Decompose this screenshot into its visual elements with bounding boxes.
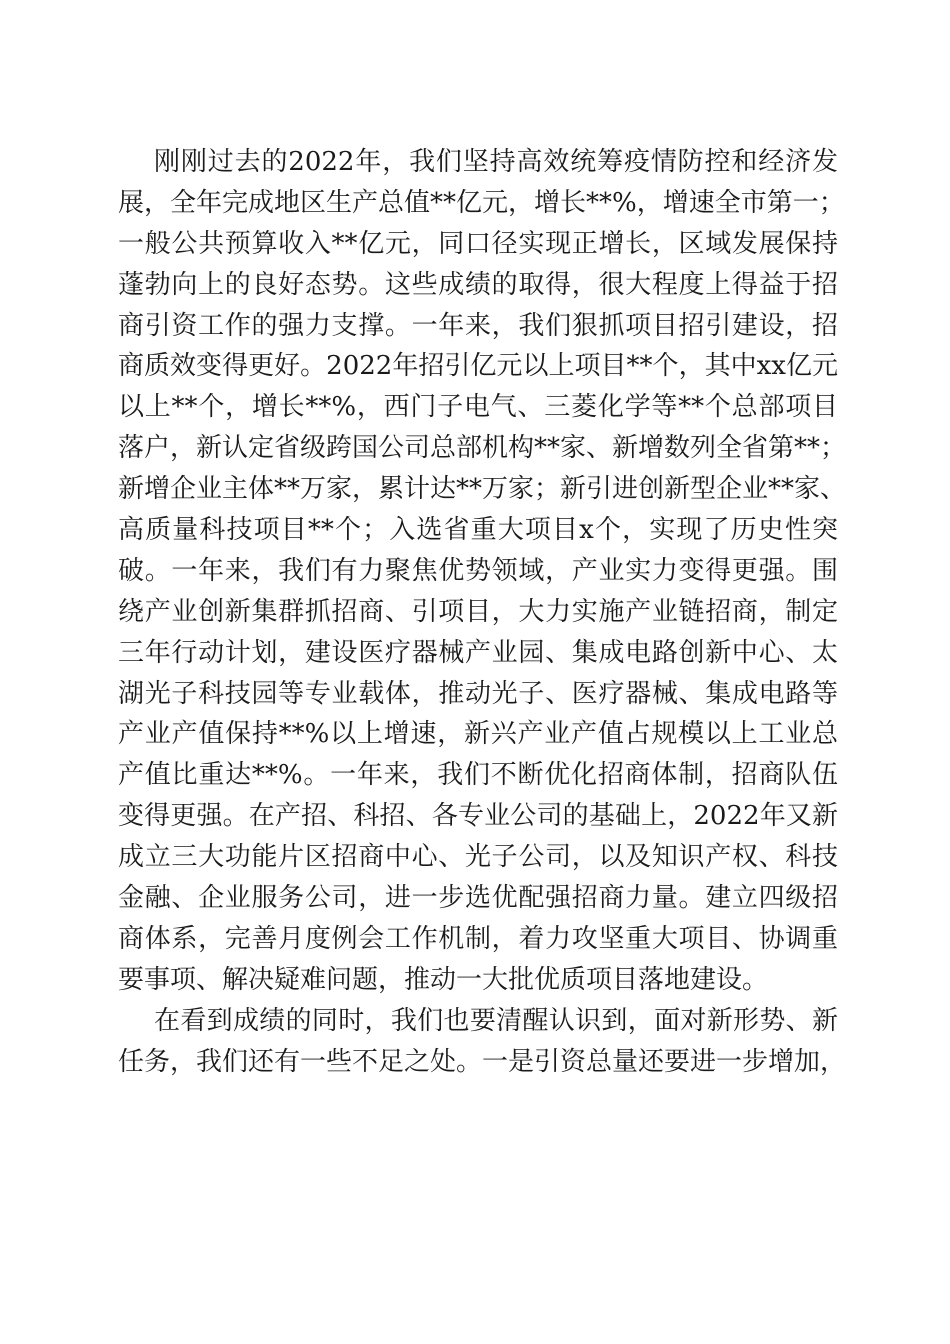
text-line: 一般公共预算收入**亿元，同口径实现正增长，区域发展保持 bbox=[118, 228, 838, 259]
text-line: 商体系，完善月度例会工作机制，着力攻坚重大项目、协调重 bbox=[118, 923, 838, 954]
text-line: 产值比重达**%。一年来，我们不断优化招商体制，招商队伍 bbox=[118, 760, 838, 791]
text-line: 任务，我们还有一些不足之处。一是引资总量还要进一步增加， bbox=[118, 1046, 847, 1077]
text-line: 湖光子科技园等专业载体，推动光子、医疗器械、集成电路等 bbox=[118, 678, 838, 709]
body-text bbox=[118, 142, 847, 1082]
text-line: 展，全年完成地区生产总值**亿元，增长**%，增速全市第一； bbox=[118, 187, 845, 218]
text-line: 商引资工作的强力支撑。一年来，我们狠抓项目招引建设，招 bbox=[118, 310, 838, 341]
text-line: 三年行动计划，建设医疗器械产业园、集成电路创新中心、太 bbox=[118, 637, 838, 668]
paragraph-shortcomings bbox=[118, 1001, 847, 1083]
text-line: 刚刚过去的2022年，我们坚持高效统筹疫情防控和经济发 bbox=[154, 147, 838, 177]
text-line: 落户，新认定省级跨国公司总部机构**家、新增数列全省第**； bbox=[118, 433, 847, 464]
text-line: 破。一年来，我们有力聚焦优势领域，产业实力变得更强。围 bbox=[118, 555, 838, 586]
paragraph-achievements bbox=[118, 142, 847, 1001]
text-line: 以上**个，增长**%，西门子电气、三菱化学等**个总部项目 bbox=[118, 392, 838, 423]
text-line: 绕产业创新集群抓招商、引项目，大力实施产业链招商，制定 bbox=[118, 596, 838, 627]
text-line: 新增企业主体**万家，累计达**万家；新引进创新型企业**家、 bbox=[118, 474, 847, 505]
text-line: 商质效变得更好。2022年招引亿元以上项目**个，其中xx亿元 bbox=[118, 351, 838, 382]
text-line: 变得更强。在产招、科招、各专业公司的基础上，2022年又新 bbox=[118, 801, 838, 832]
text-line: 在看到成绩的同时，我们也要清醒认识到，面对新形势、新 bbox=[154, 1005, 838, 1036]
text-line: 成立三大功能片区招商中心、光子公司，以及知识产权、科技 bbox=[118, 842, 838, 873]
text-line: 要事项、解决疑难问题，推动一大批优质项目落地建设。 bbox=[118, 964, 769, 995]
text-line: 金融、企业服务公司，进一步选优配强招商力量。建立四级招 bbox=[118, 883, 838, 914]
text-line: 高质量科技项目**个；入选省重大项目x个，实现了历史性突 bbox=[118, 515, 838, 546]
text-line: 蓬勃向上的良好态势。这些成绩的取得，很大程度上得益于招 bbox=[118, 269, 838, 300]
text-line: 产业产值保持**%以上增速，新兴产业产值占规模以上工业总 bbox=[118, 719, 838, 750]
